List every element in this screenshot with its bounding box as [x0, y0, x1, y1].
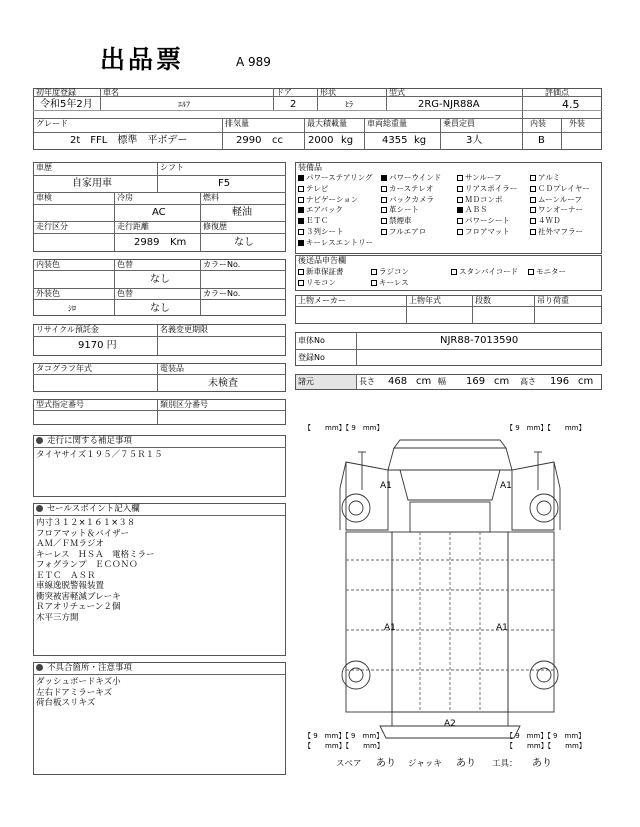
checkbox-item[interactable]	[298, 216, 329, 226]
label-hang-load: 吊り荷重	[537, 296, 569, 305]
checkbox-item[interactable]	[381, 173, 441, 183]
checkbox-item[interactable]	[457, 184, 517, 194]
label-shape: 形状	[320, 88, 336, 97]
spare: あり	[376, 758, 396, 769]
unit-cm-2: cm	[494, 376, 510, 387]
unchecked-box-icon	[528, 269, 534, 275]
checkbox-item[interactable]	[457, 195, 503, 205]
checkbox-label: 新車保証書	[306, 267, 344, 276]
sales-point-line: 車線逸脱警報装置	[36, 581, 105, 591]
label-int-color-no: カラーNo.	[203, 260, 241, 269]
unchecked-box-icon	[381, 229, 387, 235]
sales-point-line: Ｒアオリチェーン２個	[36, 602, 121, 612]
truck-diagram	[300, 430, 600, 750]
label-history: 車歴	[36, 163, 52, 172]
checkbox-label: ＣＤプレイヤー	[538, 183, 590, 193]
label-shift: シフト	[160, 163, 184, 172]
gross-weight: 4355	[382, 135, 408, 146]
label-score: 評価点	[545, 88, 569, 97]
page-title: 出品票	[100, 45, 185, 74]
label-first-reg: 初年度登録	[36, 88, 76, 97]
unchecked-box-icon	[457, 197, 463, 203]
recycle-fee: 9170 円	[78, 340, 117, 351]
checkbox-label: 革シート	[389, 205, 419, 215]
checkbox-label: ラジコン	[379, 267, 409, 276]
unchecked-box-icon	[530, 175, 536, 181]
label-height: 高さ	[520, 377, 536, 386]
shift: F5	[218, 178, 231, 189]
damage-mark-a1-bed-left: A1	[384, 623, 396, 633]
unchecked-box-icon	[530, 186, 536, 192]
sales-point-line: 衝突被害軽減ブレーキ	[36, 591, 121, 602]
first-reg: 令和5年2月	[40, 99, 93, 110]
mileage-unit: Km	[170, 237, 187, 248]
label-ext-color: 外装色	[36, 289, 60, 298]
unchecked-box-icon	[530, 207, 536, 213]
checkbox-label: リモコン	[306, 278, 336, 287]
checkbox-item[interactable]	[451, 267, 518, 277]
sales-point-line: フォグランプ ＥＣＯＮＯ	[36, 560, 138, 570]
label-cooling: 冷房	[117, 193, 133, 202]
checkbox-label: カーステレオ	[389, 183, 434, 193]
unchecked-box-icon	[457, 218, 463, 224]
checkbox-label: ムーンルーフ	[538, 194, 582, 204]
checkbox-item[interactable]	[528, 267, 566, 277]
sales-point-line: キーレス ＨＳＡ 電格ミラー	[36, 549, 155, 560]
tools: あり	[532, 758, 552, 769]
sales-point-line: ＥＴＣ ＡＳＲ	[36, 570, 96, 581]
stock-number: A 989	[236, 55, 271, 69]
checkbox-label: ４ＷＤ	[538, 216, 561, 226]
checkbox-item[interactable]	[298, 238, 373, 248]
tire-depth-front-left: 【 mm】【 9 mm】	[304, 424, 384, 432]
history: 自家用車	[72, 178, 112, 189]
chassis-no: NJR88-7013590	[440, 335, 519, 346]
interior-grade: B	[538, 135, 545, 146]
score: 4.5	[562, 98, 580, 111]
defect-line: 荷台板スリキズ	[36, 698, 96, 708]
car-name: ｴﾙﾌ	[178, 100, 190, 109]
sales-points-header: セールスポイント記入欄	[36, 504, 140, 515]
unchecked-box-icon	[457, 186, 463, 192]
checkbox-label: パワーステアリング	[306, 173, 373, 182]
max-load: 2000	[308, 135, 334, 146]
bullet-icon	[36, 664, 43, 671]
checkbox-item[interactable]	[457, 173, 502, 183]
cooling: AC	[152, 207, 166, 218]
label-mileage: 走行距離	[117, 222, 149, 231]
width: 169	[466, 376, 486, 387]
label-width: 幅	[438, 377, 446, 386]
unit-kg-1: kg	[341, 135, 354, 146]
label-ext-color-no: カラーNo.	[203, 289, 241, 298]
label-electrical: 電装品	[160, 364, 184, 373]
defect-line: ダッシュボードキズ小	[36, 677, 121, 687]
checked-box-icon	[298, 240, 304, 246]
label-type-no: 型式指定番号	[36, 400, 84, 409]
checkbox-item[interactable]	[298, 267, 344, 277]
checkbox-label: スタンバイコード	[459, 267, 519, 276]
checked-box-icon	[298, 218, 304, 224]
unchecked-box-icon	[381, 186, 387, 192]
label-name: 車名	[103, 88, 119, 97]
repair: なし	[234, 237, 254, 248]
tire-depth-rear-left-2: 【 mm】【 mm】	[304, 742, 384, 750]
label-interior: 内装	[530, 119, 546, 128]
checkbox-item[interactable]	[530, 195, 582, 205]
checkbox-item[interactable]	[381, 216, 412, 226]
checkbox-item[interactable]	[457, 216, 510, 226]
unchecked-box-icon	[298, 269, 304, 275]
damage-mark-a1-left: A1	[380, 481, 392, 491]
damage-mark-a1-right: A1	[500, 481, 512, 491]
label-door: ドア	[276, 88, 292, 97]
checkbox-label: パワーシート	[465, 216, 510, 226]
equipment-label: 装備品	[298, 163, 322, 172]
tire-depth-front-right: 【 9 mm】【 mm】	[506, 424, 586, 432]
bullet-icon	[36, 437, 43, 444]
label-spare: スペア	[336, 759, 362, 769]
label-recycle: リサイクル預託金	[36, 325, 99, 334]
defects-header: 不具合箇所・注意事項	[36, 663, 132, 674]
label-capacity: 乗員定員	[443, 119, 475, 128]
checkbox-item[interactable]	[530, 205, 583, 215]
unchecked-box-icon	[381, 207, 387, 213]
label-spec: 諸元	[298, 377, 314, 386]
label-load: 最大積載量	[307, 119, 347, 128]
label-mileage-class: 走行区分	[36, 222, 68, 231]
damage-mark-a2-rear: A2	[444, 719, 456, 729]
damage-mark-a1-bed-right: A1	[496, 623, 508, 633]
unchecked-box-icon	[371, 280, 377, 286]
checkbox-item[interactable]	[457, 227, 510, 237]
running-notes-header: 走行に関する補足事項	[36, 436, 132, 447]
unit-kg-2: kg	[414, 135, 427, 146]
checkbox-item[interactable]	[530, 173, 560, 183]
checkbox-item[interactable]	[298, 195, 358, 205]
docs-label: 後送品申告欄	[298, 256, 346, 265]
unchecked-box-icon	[381, 218, 387, 224]
label-reg-no: 登録No	[298, 353, 325, 362]
length: 468	[388, 376, 408, 387]
unchecked-box-icon	[381, 197, 387, 203]
height: 196	[550, 376, 570, 387]
label-ext-color-change: 色替	[117, 289, 133, 298]
label-int-color: 内装色	[36, 260, 60, 269]
checkbox-item[interactable]	[371, 278, 409, 288]
checkbox-label: キーレス	[379, 278, 409, 287]
label-grade: グレード	[36, 119, 68, 128]
unchecked-box-icon	[298, 186, 304, 192]
displacement: 2990	[236, 135, 262, 146]
int-color-change: なし	[150, 274, 170, 285]
running-notes-text: タイヤサイズ１９５／７５Ｒ１５	[36, 450, 163, 460]
bullet-icon	[36, 505, 43, 512]
checkbox-item[interactable]	[457, 205, 488, 215]
checked-box-icon	[298, 175, 304, 181]
checkbox-label: 社外マフラー	[538, 227, 583, 236]
jack: あり	[456, 758, 476, 769]
capacity: 3人	[466, 135, 483, 146]
tire-depth-rear-right-1: 【 9 mm】【 9 mm】	[506, 732, 586, 740]
unit-cm-1: cm	[416, 376, 432, 387]
label-length: 長さ	[359, 377, 375, 386]
label-int-color-change: 色替	[117, 260, 133, 269]
label-name-change: 名義変更期限	[160, 325, 208, 334]
label-model: 型式	[389, 88, 405, 97]
label-body-maker: 上物メーカー	[298, 296, 346, 305]
unchecked-box-icon	[298, 229, 304, 235]
checkbox-label: ワンオーナー	[538, 205, 583, 215]
label-displacement: 排気量	[225, 119, 249, 128]
checkbox-label: モニター	[536, 267, 566, 276]
label-chassis: 車体No	[298, 336, 325, 345]
label-jack: ジャッキ	[408, 759, 442, 769]
checkbox-item[interactable]	[381, 184, 433, 194]
tire-depth-rear-right-2: 【 mm】【 mm】	[506, 742, 586, 750]
unchecked-box-icon	[451, 269, 457, 275]
label-weight: 車両総重量	[367, 119, 407, 128]
checkbox-label: アルミ	[538, 173, 561, 182]
checkbox-label: キーレスエントリー	[306, 237, 374, 247]
checkbox-item[interactable]	[371, 267, 409, 277]
checkbox-label: ＥＴＣ	[306, 216, 329, 226]
checkbox-label: ナビゲーション	[306, 194, 359, 204]
door: 2	[290, 99, 297, 110]
model: 2RG-NJR88A	[418, 99, 480, 110]
label-tacho: タコグラフ年式	[36, 364, 92, 373]
ext-color-change: なし	[150, 303, 170, 314]
checkbox-label: パワーウインド	[389, 173, 442, 182]
ext-color: ｼﾛ	[68, 304, 76, 313]
checkbox-item[interactable]	[530, 227, 583, 237]
checked-box-icon	[457, 207, 463, 213]
checkbox-label: ＡＢＳ	[465, 205, 488, 215]
unchecked-box-icon	[457, 229, 463, 235]
checkbox-label: サンルーフ	[465, 173, 502, 182]
sales-point-line: フロアマット＆バイザー	[36, 528, 130, 539]
checkbox-item[interactable]	[298, 184, 328, 194]
checkbox-label: フロアマット	[465, 227, 510, 236]
label-inspection: 車検	[36, 193, 52, 202]
unit-cc: cc	[272, 135, 283, 146]
checkbox-label: バックカメラ	[389, 194, 434, 204]
label-class-no: 類別区分番号	[160, 400, 208, 409]
label-stage: 段数	[475, 296, 491, 305]
checkbox-label: ３列シート	[306, 227, 344, 236]
label-body-year: 上物年式	[409, 296, 441, 305]
checkbox-item[interactable]	[298, 205, 343, 215]
checkbox-item[interactable]	[530, 184, 590, 194]
defect-line: 左右ドアミラーキズ	[36, 687, 113, 698]
unchecked-box-icon	[457, 175, 463, 181]
fuel: 軽油	[232, 207, 252, 218]
unchecked-box-icon	[298, 197, 304, 203]
checkbox-label: テレビ	[306, 183, 329, 193]
checkbox-item[interactable]	[298, 227, 344, 237]
label-fuel: 燃料	[203, 193, 219, 202]
sales-point-line: 木平三方開	[36, 612, 79, 623]
electrical: 未検査	[208, 378, 238, 389]
label-exterior: 外装	[569, 119, 585, 128]
checkbox-label: 禁煙車	[389, 216, 412, 226]
checkbox-item[interactable]	[381, 205, 419, 215]
unchecked-box-icon	[530, 218, 536, 224]
checkbox-item[interactable]	[298, 173, 373, 183]
checkbox-label: リアスポイラー	[465, 183, 518, 193]
shape: ﾋﾗ	[345, 100, 353, 109]
checkbox-item[interactable]	[530, 216, 561, 226]
checkbox-item[interactable]	[381, 227, 426, 237]
unchecked-box-icon	[371, 269, 377, 275]
checkbox-label: ＭＤコンポ	[465, 194, 503, 204]
sales-point-line: 内寸３１２×１６１×３８	[36, 518, 136, 528]
checked-box-icon	[381, 175, 387, 181]
label-repair: 修復歴	[203, 222, 227, 231]
unchecked-box-icon	[530, 229, 536, 235]
sales-point-line: ＡＭ／ＦＭラジオ	[36, 539, 105, 549]
unchecked-box-icon	[530, 197, 536, 203]
tire-depth-rear-left-1: 【 9 mm】【 9 mm】	[304, 732, 384, 740]
checkbox-label: エアバック	[306, 205, 343, 215]
grade: 2t FFL 標準 平ボデー	[70, 135, 188, 146]
unchecked-box-icon	[298, 280, 304, 286]
checkbox-item[interactable]	[298, 278, 336, 288]
checkbox-label: フルエアロ	[389, 227, 427, 236]
unit-cm-3: cm	[578, 376, 594, 387]
checked-box-icon	[298, 207, 304, 213]
mileage: 2989	[134, 237, 160, 248]
checkbox-item[interactable]	[381, 195, 434, 205]
label-tools: 工具：	[492, 759, 518, 769]
